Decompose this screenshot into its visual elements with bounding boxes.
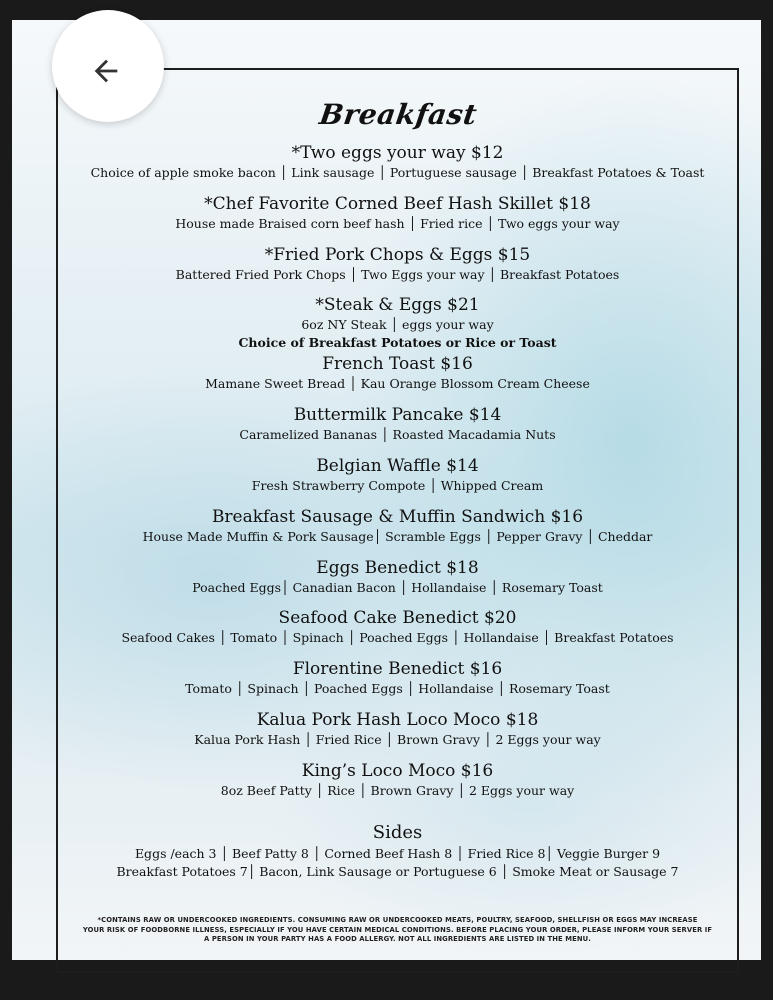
menu-item-name: *Steak & Eggs $21 bbox=[315, 295, 480, 316]
menu-item-description: Battered Fried Pork Chops │ Two Eggs your way │ Breakfast Potatoes bbox=[175, 266, 620, 282]
menu-item bbox=[56, 294, 739, 353]
menu-item bbox=[56, 193, 739, 244]
menu-item-name: Breakfast Sausage & Muffin Sandwich $16 bbox=[211, 506, 584, 527]
menu-item-name: Florentine Benedict $16 bbox=[292, 659, 503, 680]
menu-item-name: Eggs Benedict $18 bbox=[316, 557, 479, 578]
disclaimer-line: A PERSON IN YOUR PARTY HAS A FOOD ALLERGY. NOT ALL INGREDIENTS ARE LISTED IN THE MENU. bbox=[204, 935, 591, 943]
menu-item-description: House Made Muffin & Pork Sausage│ Scramble Eggs │ Pepper Gravy │ Cheddar bbox=[142, 528, 653, 544]
menu-item-description: Choice of apple smoke bacon │ Link sausage │ Portuguese sausage │ Breakfast Potatoes & Toast bbox=[90, 165, 705, 180]
sides-line: Breakfast Potatoes 7│ Bacon, Link Sausage or Portuguese 6 │ Smoke Meat or Sausage 7 bbox=[116, 863, 679, 879]
menu-item-name: Belgian Waffle $14 bbox=[316, 455, 479, 476]
menu-item-description: Choice of Breakfast Potatoes or Rice or Toast bbox=[238, 335, 557, 351]
menu-item bbox=[56, 607, 739, 658]
menu-page bbox=[12, 20, 761, 960]
menu-items bbox=[56, 142, 739, 811]
menu-item-description: Tomato │ Spinach │ Poached Eggs │ Hollandaise │ Rosemary Toast bbox=[185, 681, 610, 697]
arrow-left-icon bbox=[89, 54, 123, 88]
menu-item-description: 6oz NY Steak │ eggs your way bbox=[301, 317, 494, 333]
sides-line: Eggs /each 3 │ Beef Patty 8 │ Corned Beef Hash 8 │ Fried Rice 8│ Veggie Burger 9 bbox=[134, 845, 661, 861]
menu-item-name: Buttermilk Pancake $14 bbox=[293, 405, 502, 426]
menu-item bbox=[56, 244, 739, 295]
menu-item bbox=[56, 142, 739, 193]
menu-item-description: Fresh Strawberry Compote │ Whipped Cream bbox=[251, 477, 544, 493]
menu-item-description: Kalua Pork Hash │ Fried Rice │ Brown Gravy │ 2 Eggs your way bbox=[194, 731, 601, 747]
menu-item-name: Kalua Pork Hash Loco Moco $18 bbox=[256, 709, 539, 730]
menu-item bbox=[56, 658, 739, 709]
menu-title: Breakfast bbox=[317, 98, 480, 131]
menu-content bbox=[56, 98, 739, 881]
menu-item-name: *Two eggs your way $12 bbox=[291, 143, 504, 163]
menu-item-description: Caramelized Bananas │ Roasted Macadamia Nuts bbox=[239, 427, 556, 443]
menu-item-description: Mamane Sweet Bread │ Kau Orange Blossom Cream Cheese bbox=[205, 376, 590, 392]
sides-title: Sides bbox=[372, 821, 423, 843]
menu-item-description: 8oz Beef Patty │ Rice │ Brown Gravy │ 2 Eggs your way bbox=[220, 782, 575, 798]
menu-item-name: King’s Loco Moco $16 bbox=[301, 760, 494, 781]
menu-item-name: *Fried Pork Chops & Eggs $15 bbox=[264, 244, 531, 265]
menu-item-name: Seafood Cake Benedict $20 bbox=[278, 608, 517, 629]
menu-item bbox=[56, 455, 739, 506]
menu-item-description: Poached Eggs│ Canadian Bacon │ Hollandaise │ Rosemary Toast bbox=[192, 579, 603, 595]
disclaimer-line: YOUR RISK OF FOODBORNE ILLNESS, ESPECIALLY IF YOU HAVE CERTAIN MEDICAL CONDITIONS. BEFORE PLACING YOUR ORDER, PLEASE INFORM YOUR SERVER IF bbox=[82, 925, 713, 934]
disclaimer-line: *CONTAINS RAW OR UNDERCOOKED INGREDIENTS. CONSUMING RAW OR UNDERCOOKED MEATS, POULTRY, SEAFOOD, SHELLFISH OR EGGS MAY INCREASE bbox=[97, 916, 698, 924]
allergen-disclaimer bbox=[56, 916, 739, 945]
menu-item-description: House made Braised corn beef hash │ Fried rice │ Two eggs your way bbox=[175, 215, 620, 231]
menu-item-name: French Toast $16 bbox=[322, 354, 473, 375]
menu-item bbox=[56, 506, 739, 557]
menu-item-description: Seafood Cakes │ Tomato │ Spinach │ Poached Eggs │ Hollandaise │ Breakfast Potatoes bbox=[121, 630, 674, 646]
menu-item bbox=[56, 760, 739, 811]
menu-item bbox=[56, 709, 739, 760]
menu-item bbox=[56, 353, 739, 404]
menu-item bbox=[56, 404, 739, 455]
menu-item bbox=[56, 557, 739, 608]
menu-item-name: *Chef Favorite Corned Beef Hash Skillet $18 bbox=[204, 193, 591, 214]
